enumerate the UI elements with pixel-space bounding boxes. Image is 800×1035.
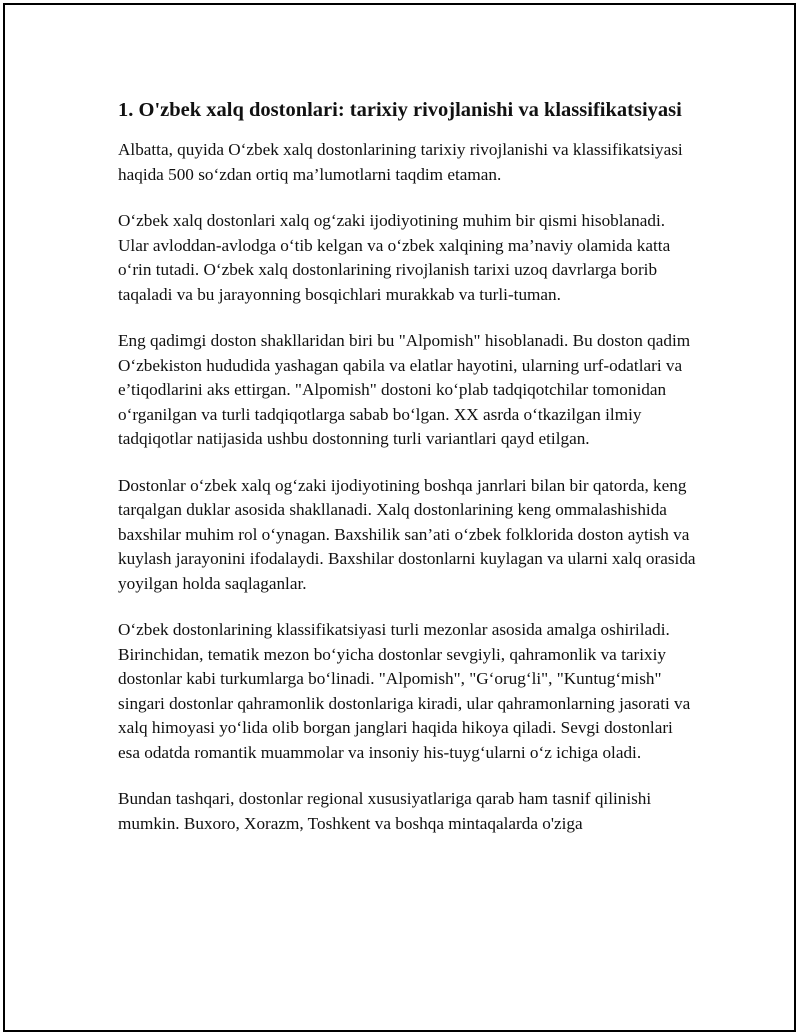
- paragraph-classification: O‘zbek dostonlarining klassifikatsiyasi turli mezonlar asosida amalga oshiriladi. Birinchidan, tematik mezon bo‘yicha dostonlar sevgiyli, qahramonlik va tarixiy dostonlar kabi turkumlarga bo‘linadi. "Alpomish", "G‘orug‘li", "Kuntug‘mish" singari dostonlar qahramonlik dostonlariga kiradi, ular qahramonlarning jasorati va xalq himoyasi yo‘lida olib borgan janglari haqida hikoya qiladi. Sevgi dostonlari esa odatda romantik muammolar va insoniy his-tuyg‘ularni o‘z ichiga oladi.: [118, 620, 691, 762]
- paragraph-regional: Bundan tashqari, dostonlar regional xususiyatlariga qarab ham tasnif qilinishi mumkin. Buxoro, Xorazm, Toshkent va boshqa mintaqalarda o'ziga: [118, 789, 652, 833]
- document-title: 1. O'zbek xalq dostonlari: tarixiy rivojlanishi va klassifikatsiyasi: [118, 99, 682, 121]
- document-body: [118, 96, 698, 858]
- paragraph-intro: Albatta, quyida O‘zbek xalq dostonlarining tarixiy rivojlanishi va klassifikatsiyasi haqida 500 so‘zdan ortiq ma’lumotlarni taqdim etaman.: [118, 140, 683, 184]
- paragraph-alpomish: Eng qadimgi doston shakllaridan biri bu "Alpomish" hisoblanadi. Bu doston qadim O‘zbekiston hududida yashagan qabila va elatlar hayotini, ularning urf-odatlari va e’tiqodlarini aks ettirgan. "Alpomish" dostoni ko‘plab tadqiqotchilar tomonidan o‘rganilgan va turli tadqiqotlarga sabab bo‘lgan. XX asrda o‘tkazilgan ilmiy tadqiqotlar natijasida ushbu dostonning turli variantlari qayd etilgan.: [118, 331, 691, 448]
- paragraph-history: O‘zbek xalq dostonlari xalq og‘zaki ijodiyotining muhim bir qismi hisoblanadi. Ular avloddan-avlodga o‘tib kelgan va o‘zbek xalqining ma’naviy olamida katta o‘rin tutadi. O‘zbek xalq dostonlarining rivojlanish tarixi uzoq davrlarga borib taqaladi va bu jarayonning bosqichlari murakkab va turli-tuman.: [118, 211, 671, 304]
- paragraph-baxshilar: Dostonlar o‘zbek xalq og‘zaki ijodiyotining boshqa janrlari bilan bir qatorda, keng tarqalgan duklar asosida shakllanadi. Xalq dostonlarining keng ommalashishida baxshilar muhim rol o‘ynagan. Baxshilik san’ati o‘zbek folklorida doston aytish va kuylash jarayonini ifodalaydi. Baxshilar dostonlarni kuylagan va ularni xalq orasida yoyilgan holda saqlaganlar.: [118, 475, 696, 593]
